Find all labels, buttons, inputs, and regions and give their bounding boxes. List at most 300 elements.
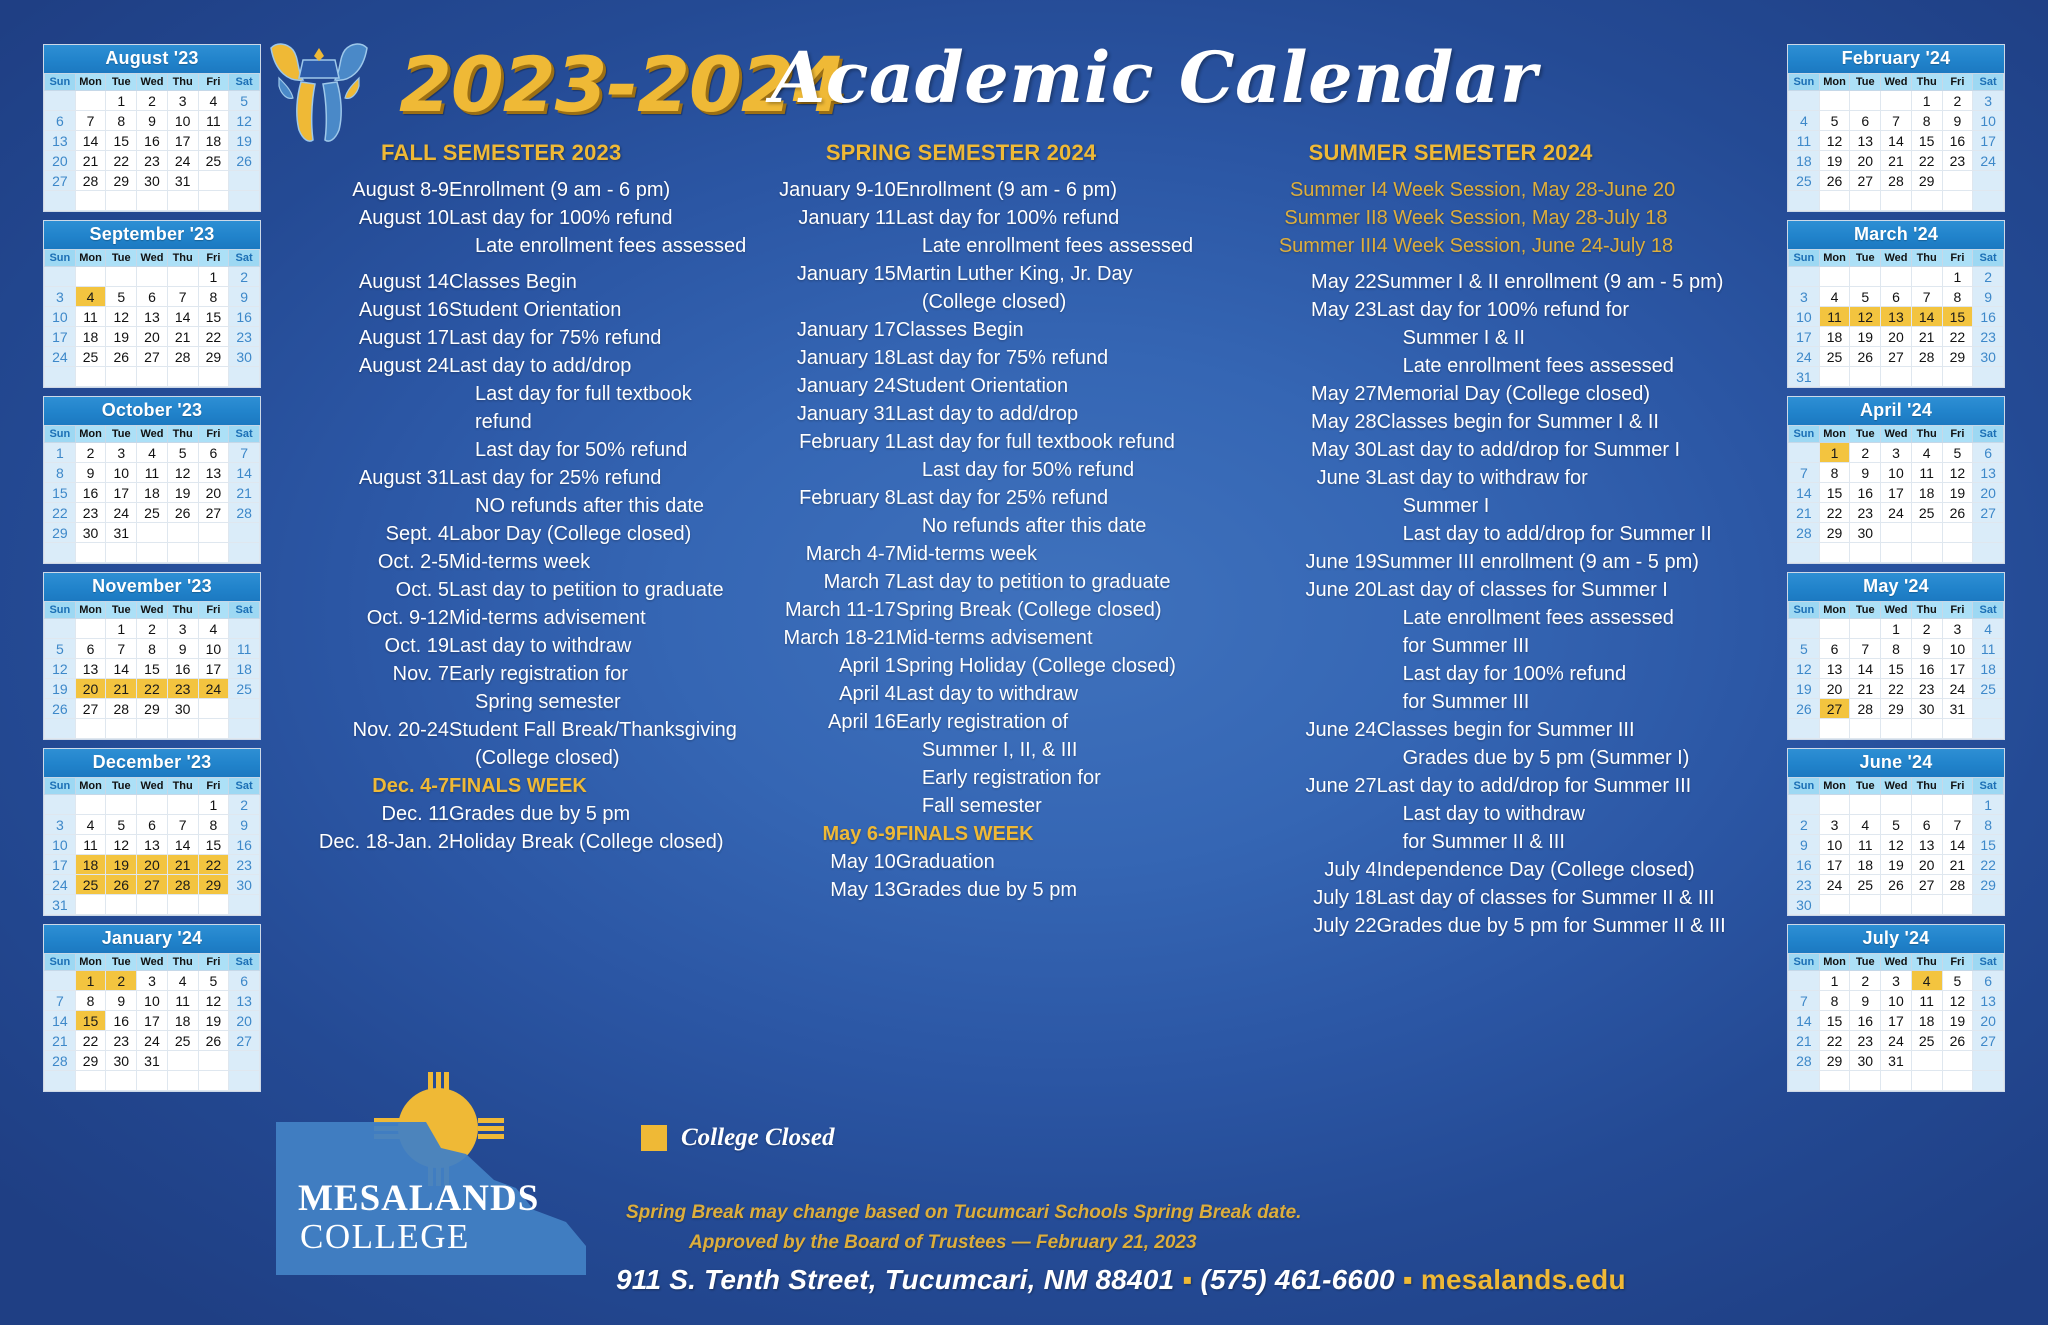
calendar-day-2[interactable]: 2 <box>137 91 168 111</box>
calendar-day-21[interactable]: 21 <box>1789 503 1820 523</box>
calendar-day-29[interactable]: 29 <box>198 347 229 367</box>
calendar-day-25[interactable]: 25 <box>1819 347 1850 367</box>
calendar-day-20[interactable]: 20 <box>75 679 106 699</box>
calendar-day-25[interactable]: 25 <box>1850 875 1881 895</box>
calendar-day-23[interactable]: 23 <box>1973 327 2004 347</box>
calendar-day-16[interactable]: 16 <box>75 483 106 503</box>
calendar-day-12[interactable]: 12 <box>1850 307 1881 327</box>
calendar-day-30[interactable]: 30 <box>229 875 260 895</box>
calendar-day-27[interactable]: 27 <box>1881 347 1912 367</box>
calendar-day-10[interactable]: 10 <box>137 991 168 1011</box>
calendar-day-9[interactable]: 9 <box>167 639 198 659</box>
calendar-day-13[interactable]: 13 <box>198 463 229 483</box>
calendar-day-14[interactable]: 14 <box>75 131 106 151</box>
calendar-day-3[interactable]: 3 <box>1881 971 1912 991</box>
calendar-day-13[interactable]: 13 <box>1973 463 2004 483</box>
calendar-day-27[interactable]: 27 <box>137 875 168 895</box>
calendar-day-5[interactable]: 5 <box>1819 111 1850 131</box>
calendar-day-18[interactable]: 18 <box>1819 327 1850 347</box>
calendar-day-22[interactable]: 22 <box>1819 503 1850 523</box>
calendar-day-17[interactable]: 17 <box>1881 1011 1912 1031</box>
calendar-day-11[interactable]: 11 <box>229 639 260 659</box>
calendar-day-22[interactable]: 22 <box>1973 855 2004 875</box>
calendar-day-18[interactable]: 18 <box>1911 483 1942 503</box>
calendar-day-28[interactable]: 28 <box>1881 171 1912 191</box>
calendar-day-2[interactable]: 2 <box>229 267 260 287</box>
calendar-day-29[interactable]: 29 <box>1973 875 2004 895</box>
calendar-day-15[interactable]: 15 <box>198 835 229 855</box>
calendar-day-7[interactable]: 7 <box>1881 111 1912 131</box>
calendar-day-2[interactable]: 2 <box>1942 91 1973 111</box>
calendar-day-16[interactable]: 16 <box>1973 307 2004 327</box>
calendar-day-6[interactable]: 6 <box>1850 111 1881 131</box>
calendar-day-15[interactable]: 15 <box>1942 307 1973 327</box>
calendar-day-24[interactable]: 24 <box>137 1031 168 1051</box>
calendar-day-7[interactable]: 7 <box>75 111 106 131</box>
calendar-day-3[interactable]: 3 <box>1819 815 1850 835</box>
calendar-day-9[interactable]: 9 <box>1973 287 2004 307</box>
footer-website[interactable]: mesalands.edu <box>1420 1264 1626 1295</box>
calendar-day-13[interactable]: 13 <box>45 131 76 151</box>
calendar-day-24[interactable]: 24 <box>1881 503 1912 523</box>
calendar-day-25[interactable]: 25 <box>198 151 229 171</box>
calendar-day-23[interactable]: 23 <box>1911 679 1942 699</box>
calendar-day-31[interactable]: 31 <box>167 171 198 191</box>
calendar-day-11[interactable]: 11 <box>1850 835 1881 855</box>
calendar-day-8[interactable]: 8 <box>45 463 76 483</box>
calendar-day-22[interactable]: 22 <box>1881 679 1912 699</box>
calendar-day-14[interactable]: 14 <box>1881 131 1912 151</box>
calendar-day-1[interactable]: 1 <box>1881 619 1912 639</box>
calendar-day-7[interactable]: 7 <box>1942 815 1973 835</box>
calendar-day-30[interactable]: 30 <box>75 523 106 543</box>
calendar-day-4[interactable]: 4 <box>1973 619 2004 639</box>
calendar-day-18[interactable]: 18 <box>1850 855 1881 875</box>
calendar-day-24[interactable]: 24 <box>106 503 137 523</box>
calendar-day-26[interactable]: 26 <box>198 1031 229 1051</box>
calendar-day-21[interactable]: 21 <box>1881 151 1912 171</box>
calendar-day-1[interactable]: 1 <box>1973 795 2004 815</box>
calendar-day-24[interactable]: 24 <box>1942 679 1973 699</box>
calendar-day-11[interactable]: 11 <box>75 307 106 327</box>
calendar-day-28[interactable]: 28 <box>1789 1051 1820 1071</box>
calendar-day-14[interactable]: 14 <box>1942 835 1973 855</box>
calendar-day-11[interactable]: 11 <box>167 991 198 1011</box>
calendar-day-20[interactable]: 20 <box>1881 327 1912 347</box>
calendar-day-16[interactable]: 16 <box>1850 1011 1881 1031</box>
calendar-day-4[interactable]: 4 <box>167 971 198 991</box>
calendar-day-5[interactable]: 5 <box>1942 971 1973 991</box>
calendar-day-25[interactable]: 25 <box>1911 503 1942 523</box>
calendar-day-20[interactable]: 20 <box>1819 679 1850 699</box>
calendar-day-25[interactable]: 25 <box>1789 171 1820 191</box>
calendar-day-3[interactable]: 3 <box>106 443 137 463</box>
calendar-day-13[interactable]: 13 <box>137 835 168 855</box>
calendar-day-11[interactable]: 11 <box>1819 307 1850 327</box>
calendar-day-28[interactable]: 28 <box>1789 523 1820 543</box>
calendar-day-30[interactable]: 30 <box>1850 1051 1881 1071</box>
calendar-day-16[interactable]: 16 <box>106 1011 137 1031</box>
calendar-day-2[interactable]: 2 <box>229 795 260 815</box>
calendar-day-9[interactable]: 9 <box>1942 111 1973 131</box>
calendar-day-25[interactable]: 25 <box>137 503 168 523</box>
calendar-day-5[interactable]: 5 <box>1881 815 1912 835</box>
calendar-day-20[interactable]: 20 <box>1973 483 2004 503</box>
calendar-day-16[interactable]: 16 <box>1789 855 1820 875</box>
calendar-day-8[interactable]: 8 <box>1819 463 1850 483</box>
calendar-day-1[interactable]: 1 <box>45 443 76 463</box>
calendar-day-10[interactable]: 10 <box>1881 463 1912 483</box>
calendar-day-5[interactable]: 5 <box>45 639 76 659</box>
calendar-day-15[interactable]: 15 <box>45 483 76 503</box>
calendar-day-26[interactable]: 26 <box>1850 347 1881 367</box>
calendar-day-12[interactable]: 12 <box>106 835 137 855</box>
calendar-day-26[interactable]: 26 <box>229 151 260 171</box>
calendar-day-7[interactable]: 7 <box>106 639 137 659</box>
calendar-day-29[interactable]: 29 <box>1911 171 1942 191</box>
calendar-day-27[interactable]: 27 <box>45 171 76 191</box>
calendar-day-6[interactable]: 6 <box>198 443 229 463</box>
calendar-day-15[interactable]: 15 <box>1973 835 2004 855</box>
calendar-day-7[interactable]: 7 <box>1850 639 1881 659</box>
calendar-day-19[interactable]: 19 <box>1819 151 1850 171</box>
calendar-day-23[interactable]: 23 <box>229 855 260 875</box>
calendar-day-30[interactable]: 30 <box>1850 523 1881 543</box>
calendar-day-29[interactable]: 29 <box>106 171 137 191</box>
calendar-day-12[interactable]: 12 <box>198 991 229 1011</box>
calendar-day-23[interactable]: 23 <box>137 151 168 171</box>
calendar-day-5[interactable]: 5 <box>1850 287 1881 307</box>
calendar-day-21[interactable]: 21 <box>1942 855 1973 875</box>
calendar-day-3[interactable]: 3 <box>45 815 76 835</box>
calendar-day-10[interactable]: 10 <box>45 307 76 327</box>
calendar-day-8[interactable]: 8 <box>198 815 229 835</box>
calendar-day-19[interactable]: 19 <box>1789 679 1820 699</box>
calendar-day-27[interactable]: 27 <box>198 503 229 523</box>
calendar-day-19[interactable]: 19 <box>106 327 137 347</box>
calendar-day-22[interactable]: 22 <box>106 151 137 171</box>
calendar-day-29[interactable]: 29 <box>1881 699 1912 719</box>
calendar-day-4[interactable]: 4 <box>75 815 106 835</box>
calendar-day-17[interactable]: 17 <box>1789 327 1820 347</box>
calendar-day-26[interactable]: 26 <box>167 503 198 523</box>
calendar-day-26[interactable]: 26 <box>106 875 137 895</box>
calendar-day-22[interactable]: 22 <box>75 1031 106 1051</box>
calendar-day-27[interactable]: 27 <box>229 1031 260 1051</box>
calendar-day-13[interactable]: 13 <box>75 659 106 679</box>
calendar-day-18[interactable]: 18 <box>198 131 229 151</box>
calendar-day-7[interactable]: 7 <box>45 991 76 1011</box>
calendar-day-26[interactable]: 26 <box>45 699 76 719</box>
calendar-day-14[interactable]: 14 <box>1850 659 1881 679</box>
calendar-day-28[interactable]: 28 <box>75 171 106 191</box>
calendar-day-30[interactable]: 30 <box>1973 347 2004 367</box>
calendar-day-3[interactable]: 3 <box>167 91 198 111</box>
calendar-day-22[interactable]: 22 <box>198 327 229 347</box>
calendar-day-19[interactable]: 19 <box>1942 1011 1973 1031</box>
calendar-day-7[interactable]: 7 <box>229 443 260 463</box>
calendar-day-17[interactable]: 17 <box>45 327 76 347</box>
calendar-day-19[interactable]: 19 <box>1881 855 1912 875</box>
calendar-day-5[interactable]: 5 <box>1789 639 1820 659</box>
calendar-day-21[interactable]: 21 <box>75 151 106 171</box>
calendar-day-31[interactable]: 31 <box>1881 1051 1912 1071</box>
calendar-day-21[interactable]: 21 <box>1911 327 1942 347</box>
calendar-day-25[interactable]: 25 <box>229 679 260 699</box>
calendar-day-24[interactable]: 24 <box>167 151 198 171</box>
calendar-day-6[interactable]: 6 <box>229 971 260 991</box>
calendar-day-21[interactable]: 21 <box>167 855 198 875</box>
calendar-day-31[interactable]: 31 <box>45 895 76 915</box>
calendar-day-2[interactable]: 2 <box>75 443 106 463</box>
calendar-day-10[interactable]: 10 <box>1973 111 2004 131</box>
calendar-day-25[interactable]: 25 <box>75 875 106 895</box>
calendar-day-31[interactable]: 31 <box>137 1051 168 1071</box>
calendar-day-23[interactable]: 23 <box>167 679 198 699</box>
calendar-day-14[interactable]: 14 <box>167 307 198 327</box>
calendar-day-10[interactable]: 10 <box>1819 835 1850 855</box>
calendar-day-8[interactable]: 8 <box>1819 991 1850 1011</box>
calendar-day-28[interactable]: 28 <box>229 503 260 523</box>
calendar-day-3[interactable]: 3 <box>45 287 76 307</box>
calendar-day-19[interactable]: 19 <box>229 131 260 151</box>
calendar-day-9[interactable]: 9 <box>1850 463 1881 483</box>
calendar-day-26[interactable]: 26 <box>1942 1031 1973 1051</box>
calendar-day-8[interactable]: 8 <box>1973 815 2004 835</box>
calendar-day-23[interactable]: 23 <box>106 1031 137 1051</box>
calendar-day-11[interactable]: 11 <box>1789 131 1820 151</box>
calendar-day-27[interactable]: 27 <box>1911 875 1942 895</box>
calendar-day-2[interactable]: 2 <box>1911 619 1942 639</box>
calendar-day-16[interactable]: 16 <box>229 835 260 855</box>
calendar-day-21[interactable]: 21 <box>1850 679 1881 699</box>
calendar-day-26[interactable]: 26 <box>1881 875 1912 895</box>
calendar-day-12[interactable]: 12 <box>1881 835 1912 855</box>
calendar-day-29[interactable]: 29 <box>75 1051 106 1071</box>
calendar-day-9[interactable]: 9 <box>75 463 106 483</box>
calendar-day-22[interactable]: 22 <box>1911 151 1942 171</box>
calendar-day-8[interactable]: 8 <box>106 111 137 131</box>
calendar-day-14[interactable]: 14 <box>229 463 260 483</box>
calendar-day-8[interactable]: 8 <box>137 639 168 659</box>
calendar-day-14[interactable]: 14 <box>1789 1011 1820 1031</box>
calendar-day-13[interactable]: 13 <box>229 991 260 1011</box>
calendar-day-1[interactable]: 1 <box>1942 267 1973 287</box>
calendar-day-6[interactable]: 6 <box>1911 815 1942 835</box>
calendar-day-10[interactable]: 10 <box>106 463 137 483</box>
calendar-day-18[interactable]: 18 <box>167 1011 198 1031</box>
calendar-day-14[interactable]: 14 <box>106 659 137 679</box>
calendar-day-20[interactable]: 20 <box>137 855 168 875</box>
calendar-day-20[interactable]: 20 <box>45 151 76 171</box>
calendar-day-17[interactable]: 17 <box>1819 855 1850 875</box>
calendar-day-6[interactable]: 6 <box>1881 287 1912 307</box>
calendar-day-22[interactable]: 22 <box>1942 327 1973 347</box>
calendar-day-9[interactable]: 9 <box>1789 835 1820 855</box>
calendar-day-19[interactable]: 19 <box>167 483 198 503</box>
calendar-day-23[interactable]: 23 <box>1942 151 1973 171</box>
calendar-day-30[interactable]: 30 <box>167 699 198 719</box>
calendar-day-23[interactable]: 23 <box>1850 1031 1881 1051</box>
calendar-day-15[interactable]: 15 <box>137 659 168 679</box>
calendar-day-3[interactable]: 3 <box>1881 443 1912 463</box>
calendar-day-13[interactable]: 13 <box>1819 659 1850 679</box>
calendar-day-23[interactable]: 23 <box>229 327 260 347</box>
calendar-day-27[interactable]: 27 <box>1973 1031 2004 1051</box>
calendar-day-21[interactable]: 21 <box>106 679 137 699</box>
calendar-day-2[interactable]: 2 <box>1850 971 1881 991</box>
calendar-day-4[interactable]: 4 <box>1911 971 1942 991</box>
calendar-day-26[interactable]: 26 <box>1819 171 1850 191</box>
calendar-day-17[interactable]: 17 <box>198 659 229 679</box>
calendar-day-18[interactable]: 18 <box>1789 151 1820 171</box>
calendar-day-6[interactable]: 6 <box>45 111 76 131</box>
calendar-day-12[interactable]: 12 <box>1942 991 1973 1011</box>
calendar-day-31[interactable]: 31 <box>1942 699 1973 719</box>
calendar-day-24[interactable]: 24 <box>1819 875 1850 895</box>
calendar-day-4[interactable]: 4 <box>1911 443 1942 463</box>
calendar-day-5[interactable]: 5 <box>229 91 260 111</box>
calendar-day-25[interactable]: 25 <box>75 347 106 367</box>
calendar-day-4[interactable]: 4 <box>1789 111 1820 131</box>
calendar-day-5[interactable]: 5 <box>167 443 198 463</box>
calendar-day-28[interactable]: 28 <box>106 699 137 719</box>
calendar-day-15[interactable]: 15 <box>198 307 229 327</box>
calendar-day-1[interactable]: 1 <box>106 91 137 111</box>
calendar-day-9[interactable]: 9 <box>229 287 260 307</box>
calendar-day-10[interactable]: 10 <box>1789 307 1820 327</box>
calendar-day-9[interactable]: 9 <box>137 111 168 131</box>
calendar-day-28[interactable]: 28 <box>1942 875 1973 895</box>
calendar-day-18[interactable]: 18 <box>75 855 106 875</box>
calendar-day-10[interactable]: 10 <box>167 111 198 131</box>
calendar-day-14[interactable]: 14 <box>167 835 198 855</box>
calendar-day-27[interactable]: 27 <box>1850 171 1881 191</box>
calendar-day-2[interactable]: 2 <box>137 619 168 639</box>
calendar-day-17[interactable]: 17 <box>1881 483 1912 503</box>
calendar-day-15[interactable]: 15 <box>1911 131 1942 151</box>
calendar-day-17[interactable]: 17 <box>106 483 137 503</box>
calendar-day-23[interactable]: 23 <box>75 503 106 523</box>
calendar-day-9[interactable]: 9 <box>1850 991 1881 1011</box>
calendar-day-26[interactable]: 26 <box>1789 699 1820 719</box>
calendar-day-19[interactable]: 19 <box>198 1011 229 1031</box>
calendar-day-11[interactable]: 11 <box>137 463 168 483</box>
calendar-day-16[interactable]: 16 <box>1911 659 1942 679</box>
calendar-day-15[interactable]: 15 <box>106 131 137 151</box>
calendar-day-7[interactable]: 7 <box>1911 287 1942 307</box>
calendar-day-20[interactable]: 20 <box>229 1011 260 1031</box>
calendar-day-13[interactable]: 13 <box>1850 131 1881 151</box>
calendar-day-5[interactable]: 5 <box>106 815 137 835</box>
calendar-day-11[interactable]: 11 <box>198 111 229 131</box>
calendar-day-3[interactable]: 3 <box>1942 619 1973 639</box>
calendar-day-29[interactable]: 29 <box>45 523 76 543</box>
calendar-day-14[interactable]: 14 <box>45 1011 76 1031</box>
calendar-day-1[interactable]: 1 <box>1819 443 1850 463</box>
calendar-day-18[interactable]: 18 <box>137 483 168 503</box>
calendar-day-8[interactable]: 8 <box>198 287 229 307</box>
calendar-day-16[interactable]: 16 <box>1850 483 1881 503</box>
calendar-day-13[interactable]: 13 <box>1973 991 2004 1011</box>
calendar-day-5[interactable]: 5 <box>1942 443 1973 463</box>
calendar-day-9[interactable]: 9 <box>229 815 260 835</box>
calendar-day-27[interactable]: 27 <box>75 699 106 719</box>
calendar-day-27[interactable]: 27 <box>1973 503 2004 523</box>
calendar-day-30[interactable]: 30 <box>1911 699 1942 719</box>
calendar-day-1[interactable]: 1 <box>198 795 229 815</box>
calendar-day-17[interactable]: 17 <box>45 855 76 875</box>
calendar-day-2[interactable]: 2 <box>106 971 137 991</box>
calendar-day-28[interactable]: 28 <box>45 1051 76 1071</box>
calendar-day-13[interactable]: 13 <box>1881 307 1912 327</box>
calendar-day-2[interactable]: 2 <box>1973 267 2004 287</box>
calendar-day-12[interactable]: 12 <box>45 659 76 679</box>
calendar-day-25[interactable]: 25 <box>167 1031 198 1051</box>
calendar-day-4[interactable]: 4 <box>75 287 106 307</box>
calendar-day-3[interactable]: 3 <box>167 619 198 639</box>
calendar-day-12[interactable]: 12 <box>229 111 260 131</box>
calendar-day-24[interactable]: 24 <box>45 347 76 367</box>
calendar-day-2[interactable]: 2 <box>1789 815 1820 835</box>
calendar-day-1[interactable]: 1 <box>1819 971 1850 991</box>
calendar-day-7[interactable]: 7 <box>167 287 198 307</box>
calendar-day-29[interactable]: 29 <box>1942 347 1973 367</box>
calendar-day-31[interactable]: 31 <box>106 523 137 543</box>
calendar-day-29[interactable]: 29 <box>137 699 168 719</box>
calendar-day-5[interactable]: 5 <box>198 971 229 991</box>
calendar-day-1[interactable]: 1 <box>198 267 229 287</box>
calendar-day-16[interactable]: 16 <box>167 659 198 679</box>
calendar-day-8[interactable]: 8 <box>75 991 106 1011</box>
calendar-day-16[interactable]: 16 <box>137 131 168 151</box>
calendar-day-6[interactable]: 6 <box>75 639 106 659</box>
calendar-day-29[interactable]: 29 <box>198 875 229 895</box>
calendar-day-8[interactable]: 8 <box>1881 639 1912 659</box>
calendar-day-21[interactable]: 21 <box>167 327 198 347</box>
calendar-day-25[interactable]: 25 <box>1911 1031 1942 1051</box>
calendar-day-18[interactable]: 18 <box>229 659 260 679</box>
calendar-day-24[interactable]: 24 <box>1881 1031 1912 1051</box>
calendar-day-8[interactable]: 8 <box>1911 111 1942 131</box>
calendar-day-9[interactable]: 9 <box>1911 639 1942 659</box>
calendar-day-6[interactable]: 6 <box>137 287 168 307</box>
calendar-day-22[interactable]: 22 <box>1819 1031 1850 1051</box>
calendar-day-6[interactable]: 6 <box>137 815 168 835</box>
calendar-day-31[interactable]: 31 <box>1789 367 1820 387</box>
calendar-day-17[interactable]: 17 <box>1973 131 2004 151</box>
calendar-day-24[interactable]: 24 <box>1973 151 2004 171</box>
calendar-day-4[interactable]: 4 <box>1850 815 1881 835</box>
calendar-day-4[interactable]: 4 <box>198 619 229 639</box>
calendar-day-5[interactable]: 5 <box>106 287 137 307</box>
calendar-day-24[interactable]: 24 <box>198 679 229 699</box>
calendar-day-21[interactable]: 21 <box>1789 1031 1820 1051</box>
calendar-day-16[interactable]: 16 <box>229 307 260 327</box>
calendar-day-20[interactable]: 20 <box>137 327 168 347</box>
calendar-day-10[interactable]: 10 <box>45 835 76 855</box>
calendar-day-11[interactable]: 11 <box>1973 639 2004 659</box>
calendar-day-28[interactable]: 28 <box>167 875 198 895</box>
calendar-day-8[interactable]: 8 <box>1942 287 1973 307</box>
calendar-day-15[interactable]: 15 <box>75 1011 106 1031</box>
calendar-day-20[interactable]: 20 <box>1973 1011 2004 1031</box>
calendar-day-28[interactable]: 28 <box>1850 699 1881 719</box>
calendar-day-14[interactable]: 14 <box>1911 307 1942 327</box>
calendar-day-15[interactable]: 15 <box>1819 483 1850 503</box>
calendar-day-20[interactable]: 20 <box>198 483 229 503</box>
calendar-day-6[interactable]: 6 <box>1973 971 2004 991</box>
